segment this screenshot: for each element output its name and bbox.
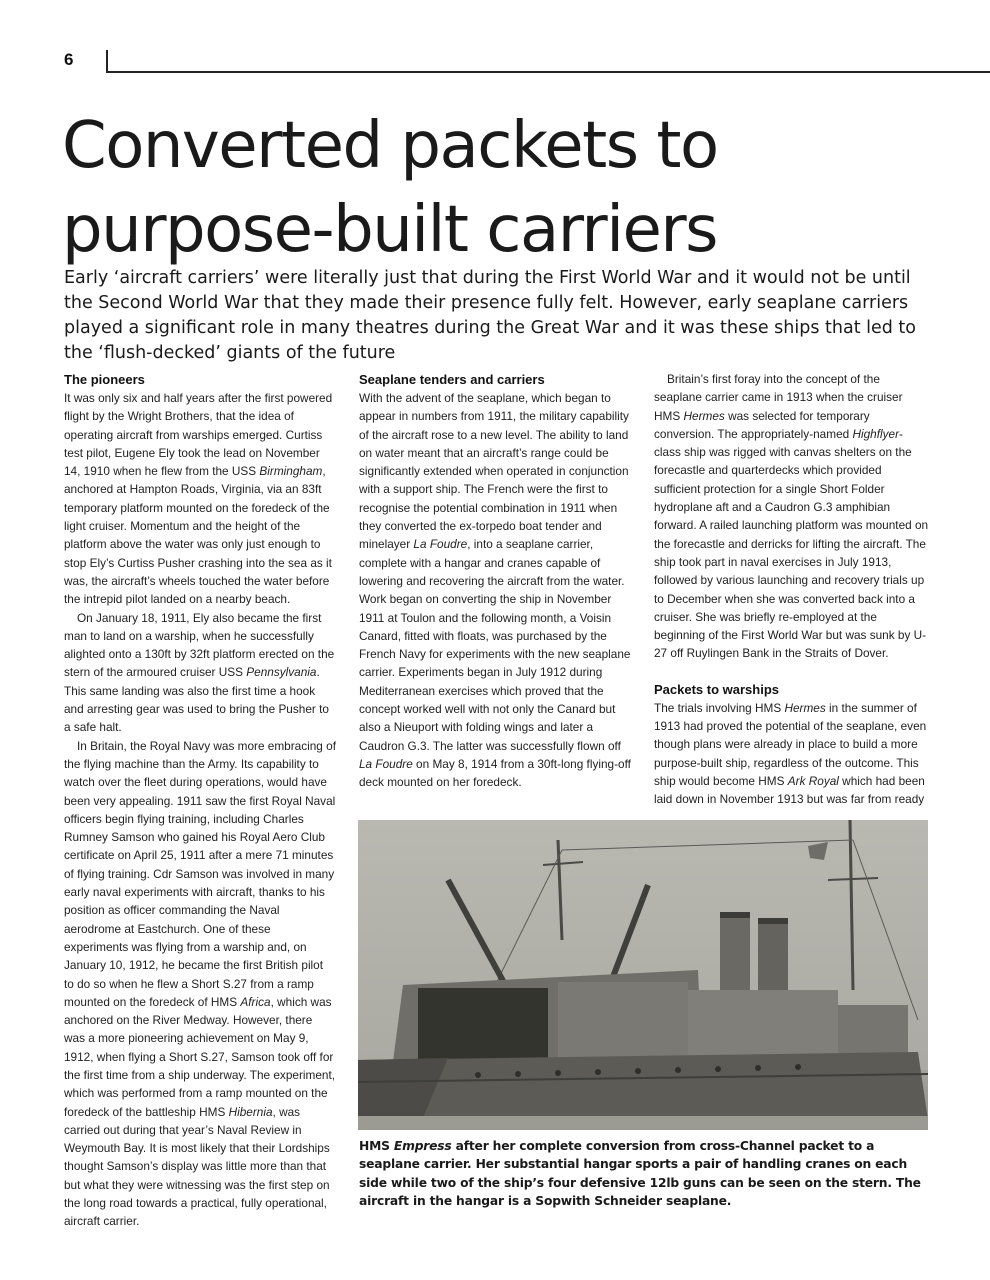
body-paragraph: In Britain, the Royal Navy was more embracing of the flying machine than the Army. Its capability to watch over the fleet during operations, would have been very appealing. 1911 saw the first Royal Naval officers begin flying training, including Charles Rumney Samson who gained his Royal Aero Club certificate on April 25, 1911 after a mere 71 minutes of flying training. Cdr Samson was involved in many early naval experiments with aircraft, thanks to his position as officer commanding the Naval aerodrome at Eastchurch. One of these experiments was flying from a warship and, on January 10, 1912, he became the first British pilot to do so when he flew a Short S.27 from a ramp mounted on the foredeck of HMS Africa, which was anchored on the River Medway. However, there was a more pioneering achievement on May 9, 1912, when flying a Short S.27, Samson took off for the first time from a ship underway. The experiment, which was performed from a ramp mounted on the foredeck of the battleship HMS Hibernia, was carried out during that year’s Naval Review in Weymouth Bay. It is most likely that their Lordships thought Samson’s display was little more than that but what they were witnessing was the first step on the long road towards a practical, fully operational, aircraft carrier. (64, 738, 336, 1229)
section-heading-seaplane: Seaplane tenders and carriers (359, 372, 545, 387)
body-paragraph: On January 18, 1911, Ely also became the first man to land on a warship, when he successfully alighted onto a 130ft by 32ft platform erected on the stern of the armoured cruiser USS Pennsylvania. This same landing was also the first time a hook and arresting gear was used to bring the Pusher to a safe halt. (64, 610, 335, 735)
page-number: 6 (64, 50, 74, 69)
section-heading-packets: Packets to warships (654, 681, 779, 697)
section-heading-pioneers: The pioneers (64, 372, 145, 387)
article-title: Converted packets to purpose-built carriers (62, 109, 718, 267)
column-2 (359, 370, 631, 792)
body-paragraph: With the advent of the seaplane, which began to appear in numbers from 1911, the military capability of the aircraft rose to a new level. The ability to land on water meant that an aircraft’s range could be significantly extended when operated in conjunction with a support ship. The French were the first to recognise the potential combination in 1911 when they converted the ex-torpedo boat tender and minelayer La Foudre, into a seaplane carrier, complete with a hangar and cranes capable of lowering and recovering the aircraft from the water. Work began on converting the ship in November 1911 at Toulon and the following month, a Voisin Canard, fitted with floats, was purchased by the French Navy for experiments with the new seaplane carrier. Experiments began in July 1912 during Mediterranean exercises which proved that the concept worked well with not only the Canard but also a Nieuport with folding wings and later a Caudron G.3. The latter was successfully flown off La Foudre on May 8, 1914 from a 30ft-long flying-off deck mounted on her foredeck. (359, 391, 631, 790)
column-1 (64, 370, 336, 1231)
body-paragraph: It was only six and half years after the first powered flight by the Wright Brothers, that the idea of operating aircraft from warships emerged. Curtiss test pilot, Eugene Ely took the lead on November 14, 1910 when he flew from the USS Birmingham, anchored at Hampton Roads, Virginia, via an 83ft temporary platform mounted on the foredeck of the light cruiser. Momentum and the height of the platform above the water was only just enough to stop Ely’s Curtiss Pusher crashing into the sea as it was, the aircraft’s wheels touched the water before the intrepid pilot landed on a nearby beach. (64, 391, 333, 607)
photo-caption: HMS Empress after her complete conversion from cross-Channel packet to a seaplane carrier. Her substantial hangar sports a pair of handling cranes on each side while two of the ship’s four defensive 12lb guns can be seen on the stern. The aircraft in the hangar is a Sopwith Schneider seaplane. (359, 1139, 921, 1208)
ship-photo (358, 820, 928, 1130)
body-paragraph: Britain’s first foray into the concept of the seaplane carrier came in 1913 when the cruiser HMS Hermes was selected for temporary conversion. The appropriately-named Highflyer-class ship was rigged with canvas shelters on the forecastle and quarterdecks which provided sufficient protection for a single Short Folder hydroplane aft and a Caudron G.3 amphibian forward. A railed launching platform was mounted on the forecastle and derricks for lifting the aircraft. The ship took part in naval exercises in July 1913, followed by various launching and recovery trials up to December when she was converted back into a cruiser. She was briefly re-employed at the beginning of the First World War but was sunk by U-27 off Ruylingen Bank in the Straits of Dover. (654, 372, 929, 661)
section-gap (654, 663, 929, 680)
header-divider (106, 50, 108, 72)
body-paragraph: The trials involving HMS Hermes in the summer of 1913 had proved the potential of the seaplane, even though plans were already in place to build a more purpose-built ship, regardless of the outcome. This ship would become HMS Ark Royal which had been laid down in November 1913 but was far from ready (654, 700, 927, 807)
column-3 (654, 370, 929, 809)
ship-photo-illustration (358, 820, 928, 1130)
header-rule (106, 71, 990, 73)
article-standfirst: Early ‘aircraft carriers’ were literally just that during the First World War and it would not be until the Second World War that they made their presence fully felt. However, early seaplane carriers played a significant role in many theatres during the Great War and it was these ships that led to the ‘flush-decked’ giants of the future (64, 268, 917, 363)
